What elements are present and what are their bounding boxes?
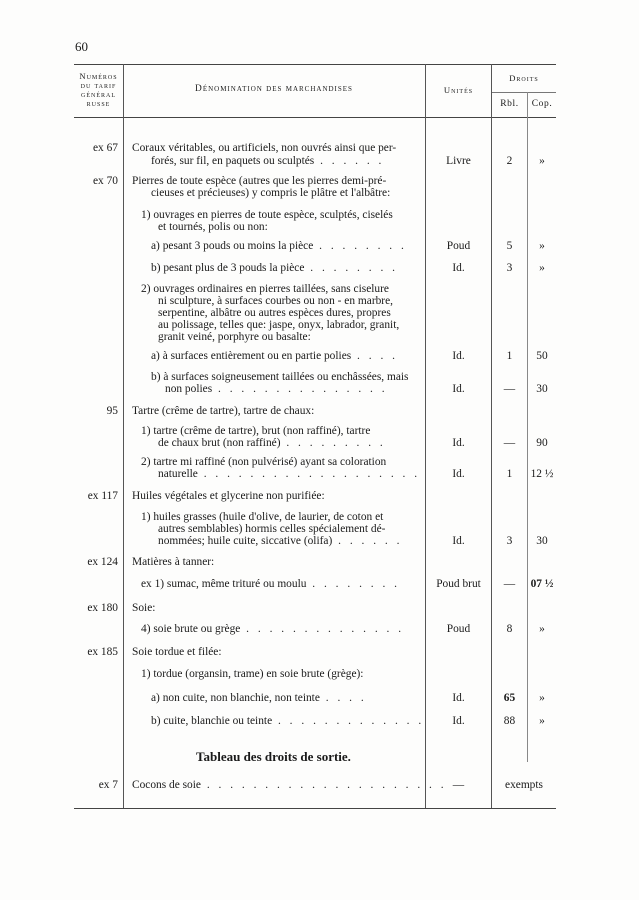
header-units-col: Unités <box>443 85 474 95</box>
item-text: forés, sur fil, en paquets ou sculptés . . . . . . <box>151 155 385 167</box>
item-text: serpentine, albâtre ou autres espèces dures, propres <box>158 307 391 319</box>
cop-value: 90 <box>536 437 548 449</box>
tariff-number: ex 117 <box>87 490 118 502</box>
unit-value: Livre <box>446 155 471 167</box>
item-text: au polissage, telles que: jaspe, onyx, labrador, granit, <box>158 319 400 331</box>
cop-value: » <box>539 692 545 704</box>
header-droits-col: Droits <box>509 73 539 83</box>
rbl-value: 3 <box>506 535 513 547</box>
item-text: 1) tordue (organsin, trame) en soie brute (grège): <box>141 668 364 680</box>
item-text: Cocons de soie . . . . . . . . . . . . . . . . . . . . . <box>132 779 447 791</box>
cop-value: 07 ½ <box>530 578 554 590</box>
cop-value: 12 ½ <box>530 468 554 480</box>
item-text: 1) tartre (crême de tartre), brut (non raffiné), tartre <box>141 425 371 437</box>
tariff-number: ex 185 <box>87 646 118 658</box>
item-text: Tartre (crême de tartre), tartre de chaux: <box>132 405 315 417</box>
col-divider-rbl <box>527 92 528 762</box>
item-text: ni sculpture, à surfaces courbes ou non - en marbre, <box>158 295 394 307</box>
item-text: de chaux brut (non raffiné) . . . . . . . . . <box>158 437 386 449</box>
rbl-value: 2 <box>506 155 513 167</box>
header-rbl-col: Rbl. <box>500 99 519 109</box>
tariff-number: ex 180 <box>87 602 118 614</box>
header-num-col: Numéros du tarif général russe <box>79 71 118 108</box>
rbl-value: 3 <box>506 262 513 274</box>
rbl-value: — <box>503 437 516 449</box>
rbl-value: 1 <box>506 468 513 480</box>
item-text: ex 1) sumac, même trituré ou moulu . . . . . . . . <box>141 578 400 590</box>
item-text: a) à surfaces entièrement ou en partie polies . . . . <box>151 350 398 362</box>
item-text: b) pesant plus de 3 pouds la pièce . . . . . . . . <box>151 262 398 274</box>
droits-subheader-rule <box>491 92 556 93</box>
rbl-value: 65 <box>503 692 516 704</box>
unit-value: Id. <box>452 350 465 362</box>
rbl-value: — <box>503 578 516 590</box>
unit-value: Id. <box>452 692 465 704</box>
item-text: 2) tartre mi raffiné (non pulvérisé) ayant sa coloration <box>141 456 387 468</box>
cop-value: » <box>539 155 545 167</box>
item-text: granit veiné, porphyre ou basalte: <box>158 331 311 343</box>
cop-value: 30 <box>536 383 548 395</box>
cop-value: » <box>539 262 545 274</box>
item-text: non polies . . . . . . . . . . . . . . . <box>165 383 388 395</box>
tariff-number: 95 <box>106 405 118 417</box>
unit-value: Id. <box>452 468 465 480</box>
cop-value: » <box>539 715 545 727</box>
item-text: 1) huiles grasses (huile d'olive, de laurier, de coton et <box>141 511 384 523</box>
cop-value: » <box>539 240 545 252</box>
item-text: b) à surfaces soigneusement taillées ou enchâssées, mais <box>151 371 409 383</box>
rbl-value: 8 <box>506 623 513 635</box>
rbl-value: 1 <box>506 350 513 362</box>
item-text: Soie tordue et filée: <box>132 646 222 658</box>
header-name-col: Dénomination des marchandises <box>195 84 353 94</box>
item-text: et tournés, polis ou non: <box>158 221 268 233</box>
item-text: Matières à tanner: <box>132 556 215 568</box>
unit-value: Id. <box>452 535 465 547</box>
cop-value: » <box>539 623 545 635</box>
col-divider-num <box>123 64 124 808</box>
item-text: autres semblables) hormis celles spécialement dé- <box>158 523 386 535</box>
item-text: Huiles végétales et glycerine non purifiée: <box>132 490 325 502</box>
unit-value: — <box>452 779 465 791</box>
tariff-number: ex 7 <box>98 779 118 791</box>
item-text: naturelle . . . . . . . . . . . . . . . . . . . <box>158 468 421 480</box>
unit-value: Id. <box>452 715 465 727</box>
unit-value: Id. <box>452 437 465 449</box>
table-bottom-rule <box>74 808 556 809</box>
unit-value: Poud <box>446 240 471 252</box>
section-title: Tableau des droits de sortie. <box>196 749 351 764</box>
rbl-value: 5 <box>506 240 513 252</box>
droits-value: exempts <box>505 779 543 791</box>
item-text: Soie: <box>132 602 156 614</box>
item-text: Pierres de toute espèce (autres que les pierres demi-pré- <box>132 175 387 187</box>
header-cop-col: Cop. <box>531 99 553 109</box>
tariff-number: ex 124 <box>87 556 118 568</box>
tariff-number: ex 70 <box>93 175 118 187</box>
table-top-rule <box>74 64 556 65</box>
unit-value: Poud <box>446 623 471 635</box>
rbl-value: — <box>503 383 516 395</box>
item-text: a) non cuite, non blanchie, non teinte . . . . <box>151 692 367 704</box>
unit-value: Id. <box>452 262 465 274</box>
item-text: 1) ouvrages en pierres de toute espèce, sculptés, ciselés <box>141 209 393 221</box>
item-text: Coraux véritables, ou artificiels, non ouvrés ainsi que per- <box>132 142 397 154</box>
header-bottom-rule <box>74 117 556 118</box>
tariff-number: ex 67 <box>93 142 118 154</box>
item-text: b) cuite, blanchie ou teinte . . . . . . . . . . . . . <box>151 715 425 727</box>
cop-value: 50 <box>536 350 548 362</box>
item-text: nommées; huile cuite, siccative (olifa) . . . . . . <box>158 535 403 547</box>
unit-value: Id. <box>452 383 465 395</box>
unit-value: Poud brut <box>436 578 481 590</box>
item-text: 2) ouvrages ordinaires en pierres taillées, sans ciselure <box>141 283 389 295</box>
rbl-value: 88 <box>503 715 516 727</box>
cop-value: 30 <box>536 535 548 547</box>
item-text: cieuses et précieuses) y compris le plâtre et l'albâtre: <box>151 187 391 199</box>
page-number: 60 <box>75 39 88 54</box>
item-text: a) pesant 3 pouds ou moins la pièce . . . . . . . . <box>151 240 407 252</box>
item-text: 4) soie brute ou grège . . . . . . . . . . . . . . <box>141 623 405 635</box>
